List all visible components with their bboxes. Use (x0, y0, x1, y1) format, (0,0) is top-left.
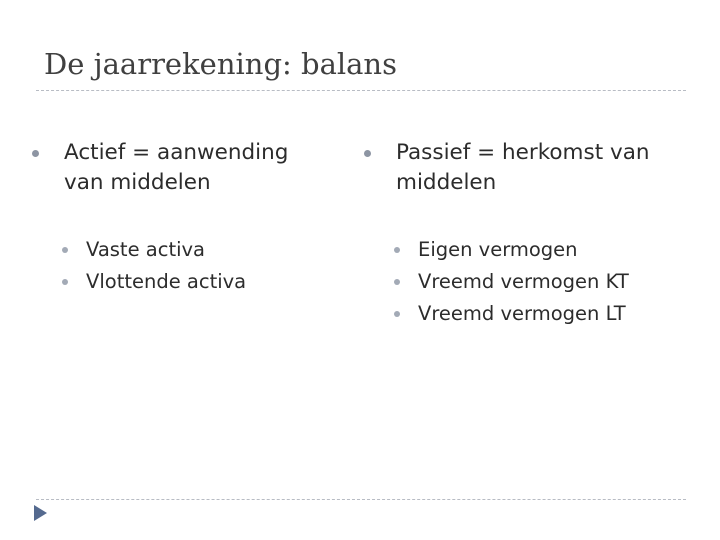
bullet-dot-icon (394, 279, 400, 285)
liabilities-column (362, 138, 662, 330)
bullet-dot-icon (62, 279, 68, 285)
list-item-label: Eigen vermogen (418, 238, 578, 261)
bullet-dot-icon (62, 247, 68, 253)
list-item (362, 298, 662, 330)
assets-heading-item (30, 138, 330, 198)
list-item (362, 234, 662, 266)
next-slide-arrow-icon[interactable] (34, 505, 47, 521)
list-item (30, 234, 330, 266)
liabilities-heading: Passief = herkomst van middelen (396, 140, 650, 195)
list-item (30, 266, 330, 298)
assets-heading: Actief = aanwending van middelen (64, 140, 289, 195)
list-item-label: Vaste activa (86, 238, 205, 261)
liabilities-list (362, 234, 662, 330)
assets-column (30, 138, 330, 298)
bullet-dot-icon (394, 247, 400, 253)
footer-divider (36, 499, 686, 500)
slide-title: De jaarrekening: balans (44, 47, 397, 81)
bullet-dot-icon (364, 150, 371, 157)
list-item (362, 266, 662, 298)
list-item-label: Vlottende activa (86, 270, 247, 293)
bullet-dot-icon (394, 311, 400, 317)
assets-list (30, 234, 330, 298)
list-item-label: Vreemd vermogen KT (418, 270, 629, 293)
liabilities-heading-item (362, 138, 662, 198)
list-item-label: Vreemd vermogen LT (418, 302, 626, 325)
title-divider (36, 90, 686, 91)
bullet-dot-icon (32, 150, 39, 157)
